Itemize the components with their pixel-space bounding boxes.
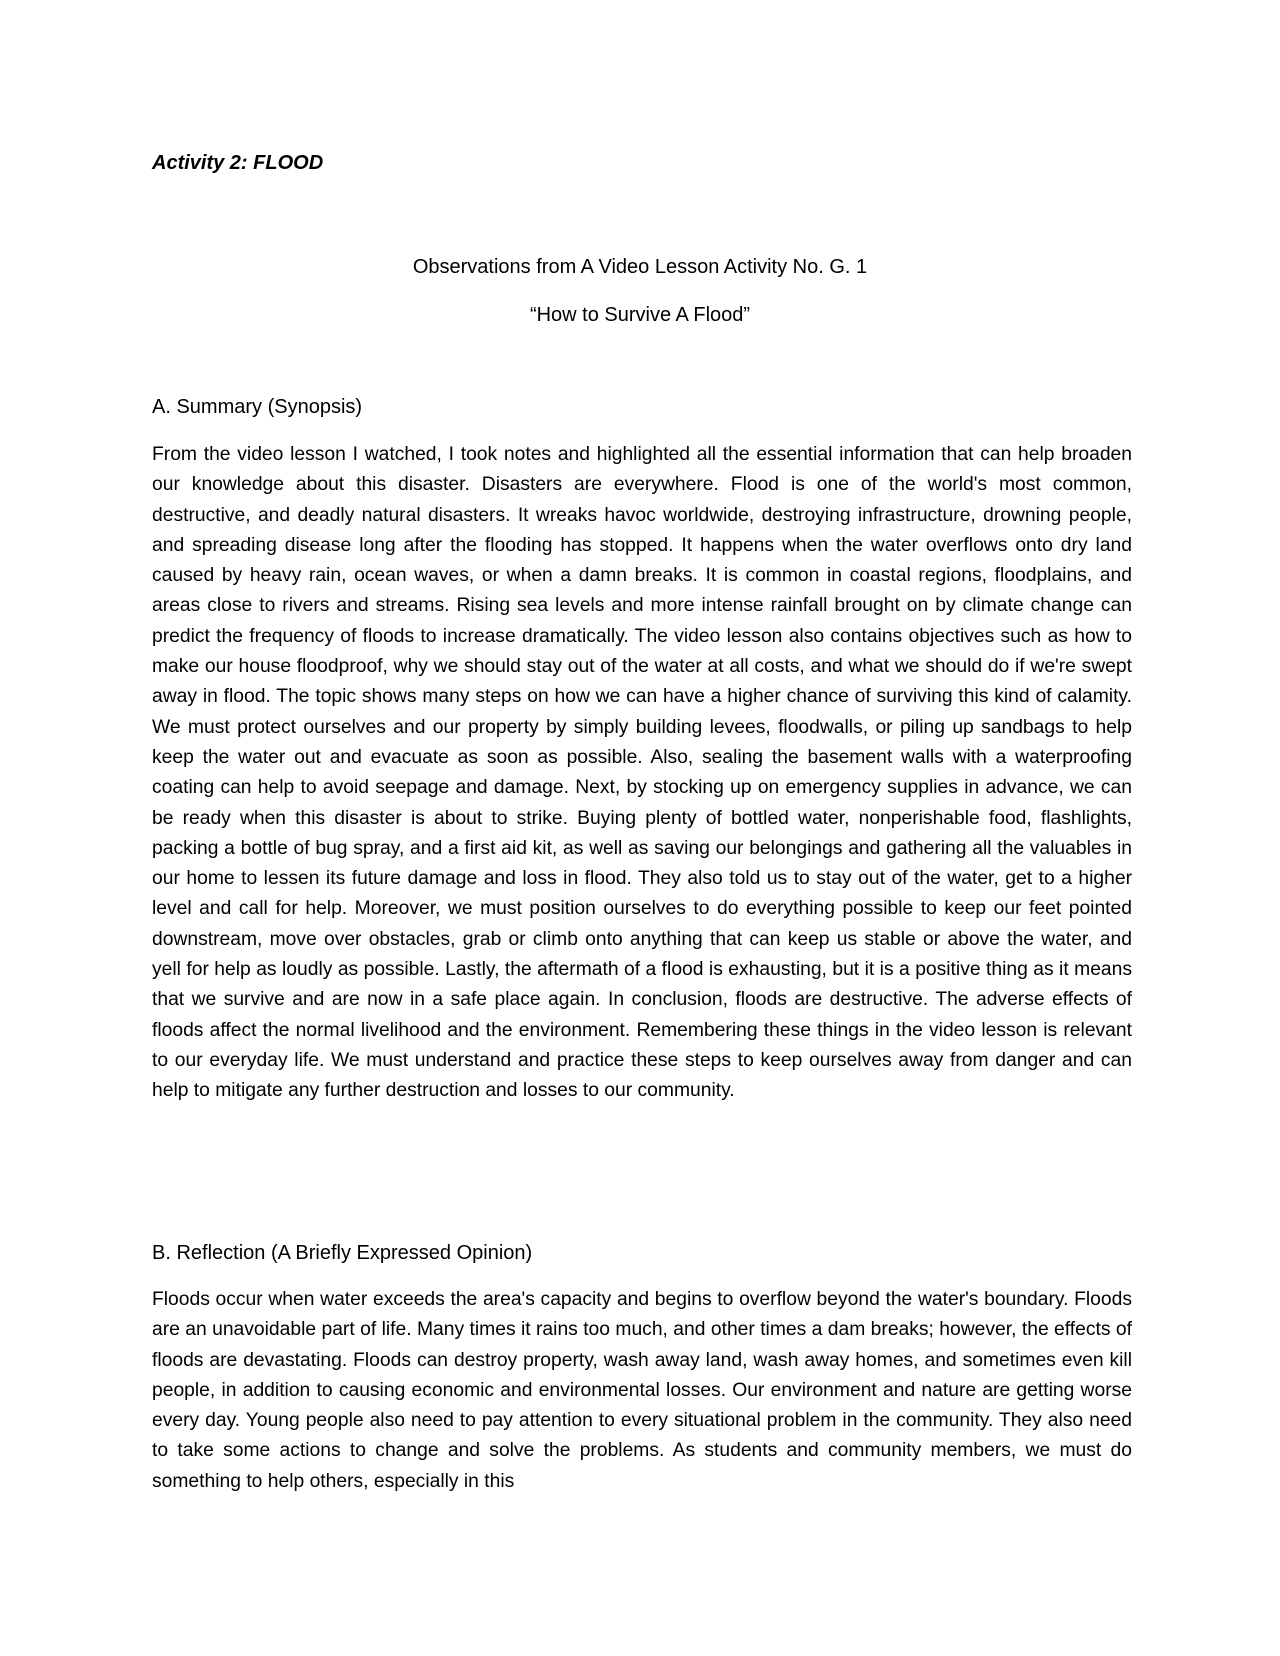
summary-paragraph: From the video lesson I watched, I took notes and highlighted all the essential information that can help broaden our knowledge about this disaster. Disasters are everywhere. Flood is one of the world's most common, destructive, and deadly natural disasters. It wreaks havoc worldwide, destroying infrastructure, drowning people, and spreading disease long after the flooding has stopped. It happens when the water overflows onto dry land caused by heavy rain, ocean waves, or when a damn breaks. It is common in coastal regions, floodplains, and areas close to rivers and streams. Rising sea levels and more intense rainfall brought on by climate change can predict the frequency of floods to increase dramatically. The video lesson also contains objectives such as how to make our house floodproof, why we should stay out of the water at all costs, and what we should do if we're swept away in flood. The topic shows many steps on how we can have a higher chance of surviving this kind of calamity. We must protect ourselves and our property by simply building levees, floodwalls, or piling up sandbags to help keep the water out and evacuate as soon as possible. Also, sealing the basement walls with a waterproofing coating can help to avoid seepage and damage. Next, by stocking up on emergency supplies in advance, we can be ready when this disaster is about to strike. Buying plenty of bottled water, nonperishable food, flashlights, packing a bottle of bug spray, and a first aid kit, as well as saving our belongings and gathering all the valuables in our home to lessen its future damage and loss in flood. They also told us to stay out of the water, get to a higher level and call for help. Moreover, we must position ourselves to do everything possible to keep our feet pointed downstream, move over obstacles, grab or climb onto anything that can keep us stable or above the water, and yell for help as loudly as possible. Lastly, the aftermath of a flood is exhausting, but it is a positive thing as it means that we survive and are now in a safe place again. In conclusion, floods are destructive. The adverse effects of floods affect the normal livelihood and the environment. Remembering these things in the video lesson is relevant to our everyday life. We must understand and practice these steps to keep ourselves away from danger and can help to mitigate any further destruction and losses to our community. (152, 444, 1132, 1102)
activity-title: Activity 2: FLOOD (152, 152, 324, 174)
section-a-heading: A. Summary (Synopsis) (152, 396, 363, 418)
document-subtitle: Observations from A Video Lesson Activity No. G. 1 (412, 256, 868, 278)
video-title: “How to Survive A Flood” (529, 304, 751, 326)
section-b-heading: B. Reflection (A Briefly Expressed Opinion) (152, 1242, 533, 1264)
reflection-paragraph: Floods occur when water exceeds the area's capacity and begins to overflow beyond the water's boundary. Floods are an unavoidable part of life. Many times it rains too much, and other times a dam breaks; however, the effects of floods are devastating. Floods can destroy property, wash away land, wash away homes, and sometimes even kill people, in addition to causing economic and environmental losses. Our environment and nature are getting worse every day. Young people also need to pay attention to every situational problem in the community. They also need to take some actions to change and solve the problems. As students and community members, we must do something to help others, especially in this (152, 1289, 1132, 1492)
